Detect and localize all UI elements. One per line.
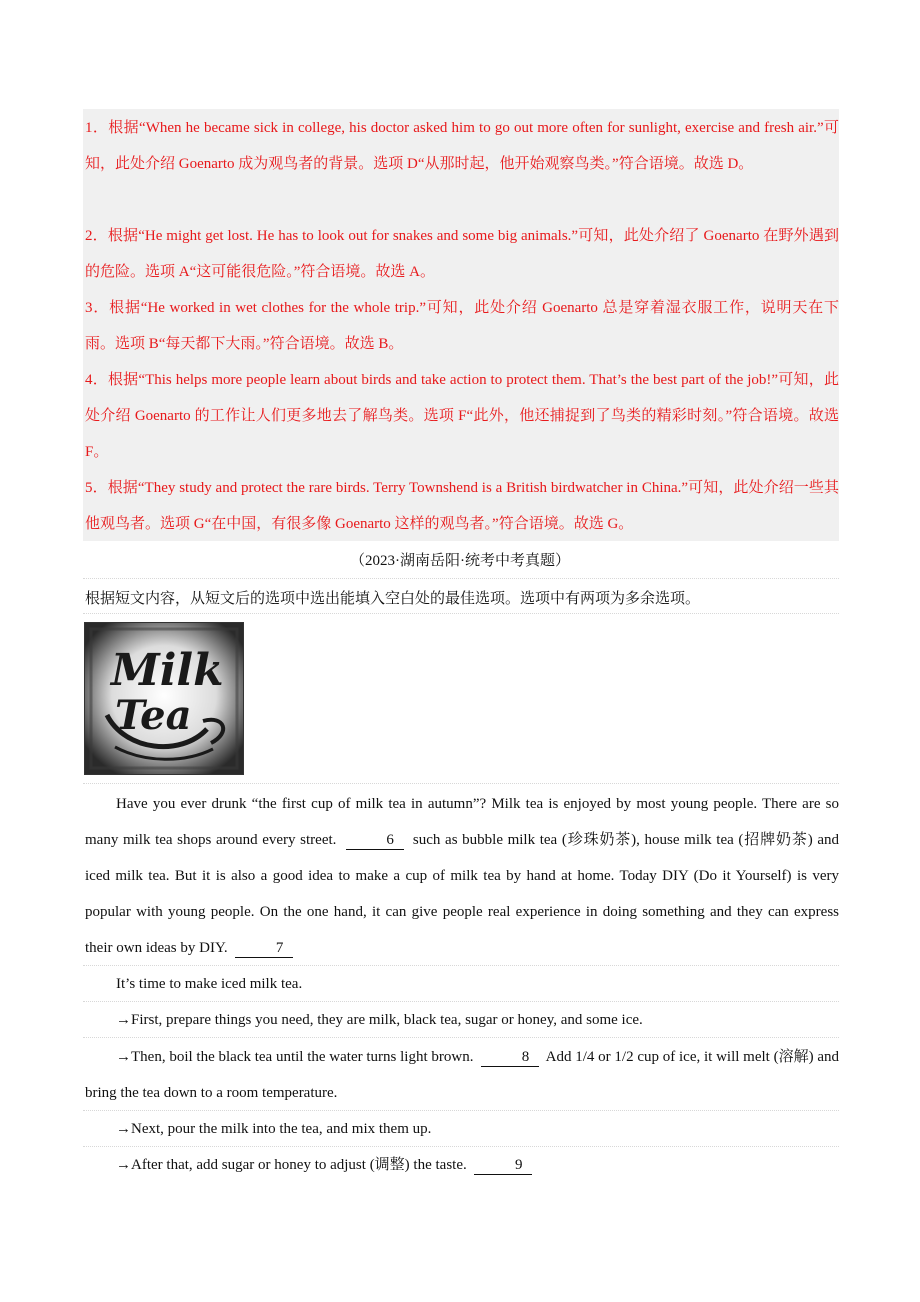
answer-explanation-1: 1．根据“When he became sick in college, his doctor asked him to go out more often for sunlight, exercise and fresh air.”可知，此处介绍 Goenarto 成为观鸟者的背景。选项 D“从那时起，他开始观察鸟类。”符合语境。故选 D。 bbox=[85, 120, 839, 172]
divider bbox=[83, 1037, 839, 1038]
blank-9: 9 bbox=[474, 1156, 532, 1175]
divider bbox=[83, 578, 839, 579]
logo-text-milk: Milk bbox=[111, 645, 224, 696]
passage-step-after bbox=[85, 1154, 845, 1176]
answer-explanation-5: 5．根据“They study and protect the rare birds. Terry Townshend is a British birdwatcher in China.”可知，此处介绍一些其他观鸟者。选项 G“在中国，有很多像 Goenarto 这样的观鸟者。”符合语境。故选 G。 bbox=[85, 480, 839, 532]
passage-step-first: →First, prepare things you need, they are milk, black tea, sugar or honey, and some ice. bbox=[116, 1012, 643, 1028]
answer-explanation-4: 4．根据“This helps more people learn about birds and take action to protect them. That’s the best part of the job!”可知，此处介绍 Goenarto 的工作让人们更多地去了解鸟类。选项 F“此外，他还捕捉到了鸟类的精彩时刻。”符合语境。故选 F。 bbox=[85, 372, 839, 460]
divider bbox=[83, 783, 839, 784]
passage-paragraph-2: It’s time to make iced milk tea. bbox=[116, 976, 303, 992]
logo-text-tea: Tea bbox=[115, 692, 192, 739]
divider bbox=[83, 613, 839, 614]
passage-step-next: →Next, pour the milk into the tea, and mix them up. bbox=[116, 1121, 432, 1137]
blank-8: 8 bbox=[481, 1048, 539, 1067]
milk-tea-logo-image bbox=[84, 622, 244, 775]
answer-explanation-2: 2．根据“He might get lost. He has to look out for snakes and some big animals.”可知，此处介绍了 Goenarto 在野外遇到的危险。选项 A“这可能很危险。”符合语境。故选 A。 bbox=[85, 228, 839, 280]
blank-6: 6 bbox=[346, 831, 404, 850]
divider bbox=[83, 1146, 839, 1147]
divider bbox=[83, 1001, 839, 1002]
passage-text: such as bubble milk tea (珍珠奶茶), house milk tea (招牌奶茶) and iced milk tea. But it is also a good idea to make a cup of milk tea by hand at home. Today DIY (Do it Yourself) is very popular with young people. On the one hand, it can give people real experience in doing something and they can express their own ideas by DIY. bbox=[85, 832, 840, 956]
divider bbox=[83, 965, 839, 966]
question-source: （2023·湖南岳阳·统考中考真题） bbox=[350, 553, 570, 569]
divider bbox=[83, 1110, 839, 1111]
instruction-text: 根据短文内容，从短文后的选项中选出能填入空白处的最佳选项。选项中有两项为多余选项。 bbox=[85, 591, 701, 607]
passage-text: Add 1/4 or 1/2 cup of ice, it will melt (溶解) and bring the tea down to a room temperature. bbox=[85, 1049, 840, 1101]
answer-explanation-3: 3．根据“He worked in wet clothes for the whole trip.”可知，此处介绍 Goenarto 总是穿着湿衣服工作，说明天在下雨。选项 B“每天都下大雨。”符合语境。故选 B。 bbox=[85, 300, 839, 352]
passage-text: →Then, boil the black tea until the water turns light brown. bbox=[116, 1049, 474, 1065]
passage-text: Have you ever drunk “the first cup of milk tea in autumn”? Milk tea is enjoyed by most young people. There are so many milk tea shops around every street. bbox=[85, 796, 839, 848]
blank-7: 7 bbox=[235, 939, 293, 958]
passage-step-then bbox=[85, 1039, 839, 1111]
passage-paragraph-1 bbox=[85, 786, 839, 966]
passage-text: →After that, add sugar or honey to adjust (调整) the taste. bbox=[116, 1157, 467, 1173]
